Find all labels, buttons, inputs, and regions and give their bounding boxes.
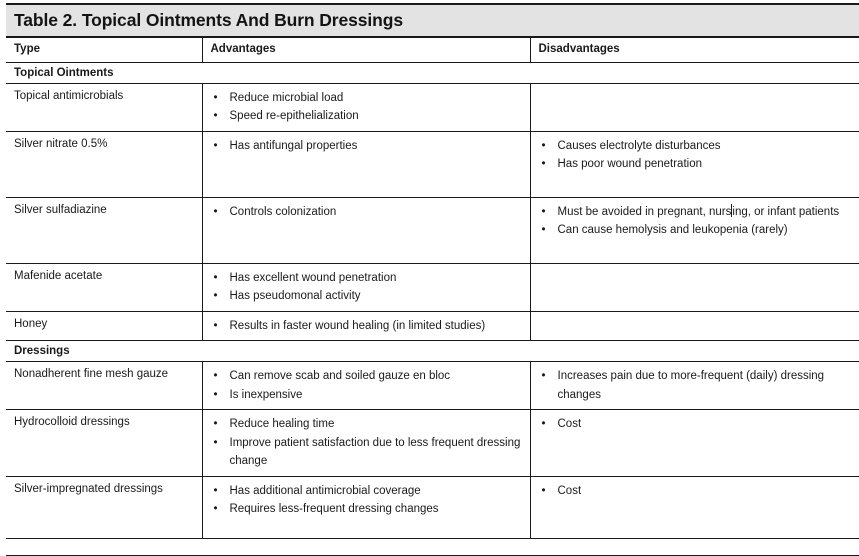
list-item — [211, 367, 523, 386]
cell-advantages — [202, 83, 530, 131]
table-row — [6, 131, 859, 197]
list-item — [539, 137, 853, 156]
bullet-icon: • — [542, 155, 546, 174]
list-item-text: Is inexpensive — [230, 389, 303, 401]
list-item — [539, 155, 853, 174]
list-item — [539, 482, 853, 501]
list-item — [211, 500, 523, 519]
section-label: Topical Ointments — [6, 62, 859, 83]
table-header — [6, 38, 859, 62]
section-label: Dressings — [6, 341, 859, 362]
cell-type: Honey — [6, 311, 202, 341]
bullet-icon: • — [214, 367, 218, 386]
advantages-list — [211, 269, 523, 306]
table-row — [6, 410, 859, 477]
disadvantages-list — [539, 367, 853, 404]
list-item-text: Requires less-frequent dressing changes — [230, 503, 439, 515]
list-item — [211, 137, 523, 156]
bullet-icon: • — [214, 482, 218, 501]
bullet-icon: • — [214, 269, 218, 288]
list-item-text: Controls colonization — [230, 206, 337, 218]
cell-type: Mafenide acetate — [6, 263, 202, 311]
column-header-type: Type — [6, 38, 202, 62]
bullet-icon: • — [214, 386, 218, 405]
list-item-text: Results in faster wound healing (in limited studies) — [230, 320, 486, 332]
list-item — [211, 287, 523, 306]
advantages-list — [211, 317, 523, 336]
list-item — [211, 434, 523, 471]
bullet-icon: • — [214, 137, 218, 156]
cell-advantages — [202, 197, 530, 263]
section-row-topical-ointments — [6, 62, 859, 83]
cell-advantages — [202, 131, 530, 197]
table-row — [6, 362, 859, 410]
list-item — [211, 89, 523, 108]
bullet-icon: • — [214, 434, 218, 453]
cell-advantages — [202, 362, 530, 410]
bullet-icon: • — [214, 415, 218, 434]
bullet-icon: • — [214, 317, 218, 336]
cell-type: Silver sulfadiazine — [6, 197, 202, 263]
list-item-text: Cost — [558, 485, 582, 497]
data-table — [6, 38, 859, 539]
list-item — [211, 269, 523, 288]
list-item-text: Has additional antimicrobial coverage — [230, 485, 421, 497]
advantages-list — [211, 367, 523, 404]
list-item-text: Can remove scab and soiled gauze en bloc — [230, 370, 451, 382]
list-item-text-before-caret: Must be avoided in pregnant, nurs — [558, 206, 732, 218]
list-item-text: Cost — [558, 418, 582, 430]
cell-disadvantages — [530, 131, 859, 197]
bullet-icon: • — [214, 107, 218, 126]
table-row — [6, 83, 859, 131]
list-item-text: Increases pain due to more-frequent (daily) dressing changes — [558, 370, 825, 401]
disadvantages-list — [539, 203, 853, 240]
list-item — [539, 367, 853, 404]
table-body — [6, 62, 859, 538]
list-item-text: Has excellent wound penetration — [230, 272, 397, 284]
advantages-list — [211, 482, 523, 519]
cell-advantages — [202, 410, 530, 477]
cell-disadvantages — [530, 83, 859, 131]
bullet-icon: • — [542, 482, 546, 501]
list-item-text: Improve patient satisfaction due to less frequent dressing change — [230, 437, 521, 468]
column-header-disadvantages: Disadvantages — [530, 38, 859, 62]
bullet-icon: • — [542, 367, 546, 386]
list-item — [211, 107, 523, 126]
list-item — [539, 415, 853, 434]
bullet-icon: • — [542, 137, 546, 156]
advantages-list — [211, 89, 523, 126]
cell-advantages — [202, 476, 530, 538]
list-item — [211, 386, 523, 405]
cell-disadvantages — [530, 197, 859, 263]
cell-type: Topical antimicrobials — [6, 83, 202, 131]
cell-type: Nonadherent fine mesh gauze — [6, 362, 202, 410]
list-item — [211, 415, 523, 434]
list-item-text-after-caret: ing, or infant patients — [732, 206, 839, 218]
table-title-bar — [6, 5, 859, 38]
disadvantages-list — [539, 482, 853, 501]
advantages-list — [211, 415, 523, 471]
column-header-advantages: Advantages — [202, 38, 530, 62]
cell-disadvantages — [530, 476, 859, 538]
page-title: Table 2. Topical Ointments And Burn Dressings — [6, 10, 403, 31]
list-item — [539, 221, 853, 240]
list-item-text: Can cause hemolysis and leukopenia (rarely) — [558, 224, 788, 236]
bullet-icon: • — [214, 203, 218, 222]
bullet-icon: • — [542, 221, 546, 240]
column-header-row — [6, 38, 859, 62]
list-item — [211, 482, 523, 501]
list-item-text: Speed re-epithelialization — [230, 110, 359, 122]
table-row — [6, 263, 859, 311]
list-item — [539, 203, 853, 222]
list-item-text: Has pseudomonal activity — [230, 290, 361, 302]
table-row — [6, 197, 859, 263]
list-item-text: Has poor wound penetration — [558, 158, 703, 170]
bullet-icon: • — [214, 500, 218, 519]
section-row-dressings — [6, 341, 859, 362]
cell-disadvantages — [530, 311, 859, 341]
cell-disadvantages — [530, 362, 859, 410]
list-item-text: Reduce healing time — [230, 418, 335, 430]
bullet-icon: • — [542, 415, 546, 434]
bullet-icon: • — [214, 89, 218, 108]
list-item-text: Causes electrolyte disturbances — [558, 140, 721, 152]
cell-advantages — [202, 263, 530, 311]
list-item — [211, 203, 523, 222]
advantages-list — [211, 137, 523, 156]
list-item — [211, 317, 523, 336]
advantages-list — [211, 203, 523, 222]
cell-type: Hydrocolloid dressings — [6, 410, 202, 477]
burn-dressings-table-container — [0, 3, 853, 556]
bullet-icon: • — [542, 203, 546, 222]
disadvantages-list — [539, 415, 853, 434]
table-row — [6, 311, 859, 341]
cell-type: Silver nitrate 0.5% — [6, 131, 202, 197]
cell-disadvantages — [530, 263, 859, 311]
disadvantages-list — [539, 137, 853, 174]
table-row — [6, 476, 859, 538]
list-item-text: Reduce microbial load — [230, 92, 344, 104]
cell-disadvantages — [530, 410, 859, 477]
bullet-icon: • — [214, 287, 218, 306]
cell-type: Silver-impregnated dressings — [6, 476, 202, 538]
list-item-text: Has antifungal properties — [230, 140, 358, 152]
cell-advantages — [202, 311, 530, 341]
